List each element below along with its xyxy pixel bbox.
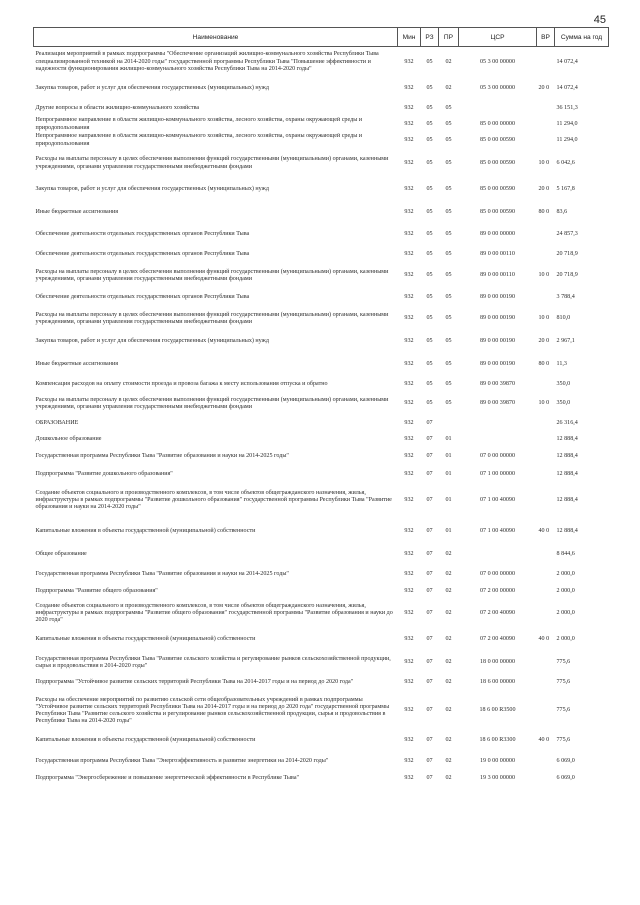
table-cell-name: Расходы на выплаты персоналу в целях обеспечения выполнения функций государственными (муниципальными) органами, казенными учреждениями, органами управления государственными внебюджетными фондами — [35, 396, 389, 410]
table-row — [34, 483, 609, 519]
table-cell-name: Обеспечение деятельности отдельных государственных органов Республики Тыва — [35, 293, 250, 300]
table-cell-sum: 350,0 — [556, 400, 571, 407]
header-pr: ПР — [439, 28, 459, 47]
table-cell-name: Иные бюджетные ассигнования — [35, 209, 119, 216]
table-row — [34, 545, 609, 566]
header-vr: ВР — [537, 28, 555, 47]
table-cell-csr: 18 0 00 00000 — [479, 659, 516, 666]
table-cell-vr — [537, 601, 555, 627]
table-cell-csr: 07 2 00 40090 — [479, 635, 516, 642]
table-cell-rz: 05 — [426, 136, 433, 143]
table-cell-csr: 89 0 00 00110 — [480, 272, 515, 279]
table-row — [34, 584, 609, 601]
table-cell-vr — [537, 448, 555, 467]
table-cell-pr: 02 — [445, 774, 452, 781]
table-row — [34, 179, 609, 202]
table-cell-csr: 07 1 00 40090 — [479, 496, 516, 503]
table-cell-sum: 775,6 — [556, 736, 571, 743]
table-row — [34, 601, 609, 627]
table-cell-csr — [459, 432, 537, 448]
table-cell-csr: 85 0 00 00590 — [479, 209, 516, 216]
table-cell-sum: 12 888,4 — [556, 453, 578, 460]
table-cell-min: 932 — [404, 588, 414, 595]
table-cell-pr: 05 — [445, 120, 452, 127]
table-cell-min: 932 — [404, 230, 414, 237]
table-row — [34, 467, 609, 483]
table-cell-pr: 05 — [445, 315, 452, 322]
table-cell-min: 932 — [404, 159, 414, 166]
table-cell-vr — [537, 545, 555, 566]
table-cell-vr — [537, 752, 555, 772]
table-cell-pr: 02 — [445, 609, 452, 616]
table-cell-min: 932 — [404, 679, 414, 686]
table-cell-min: 932 — [404, 361, 414, 368]
table-cell-vr — [537, 416, 555, 432]
table-cell-min: 932 — [404, 435, 414, 442]
table-cell-csr: 07 1 00 00000 — [479, 470, 516, 477]
table-cell-csr: 05 3 00 00000 — [479, 85, 516, 92]
table-cell-rz: 07 — [426, 453, 433, 460]
table-cell-vr: 20 0 — [538, 338, 550, 345]
table-cell-rz: 07 — [426, 707, 433, 714]
table-cell-csr: 89 0 00 39870 — [479, 400, 516, 407]
table-row — [34, 730, 609, 752]
table-row — [34, 308, 609, 331]
table-cell-sum: 83,6 — [556, 209, 568, 216]
table-row — [34, 245, 609, 265]
table-row — [34, 693, 609, 730]
table-cell-vr: 40 0 — [538, 527, 550, 534]
table-cell-csr: 89 0 00 00110 — [480, 250, 515, 257]
table-cell-sum: 14 072,4 — [556, 58, 578, 65]
page-number: 45 — [593, 14, 606, 26]
table-cell-vr: 80 0 — [538, 361, 550, 368]
table-cell-vr — [537, 133, 555, 149]
table-cell-vr: 10 0 — [538, 159, 550, 166]
table-cell-rz: 07 — [426, 551, 433, 558]
table-cell-name: Компенсация расходов на оплату стоимости проезда и провоза багажа к месту использования отпуска и обратно — [35, 380, 328, 387]
table-cell-rz: 05 — [426, 104, 433, 111]
table-cell-min: 932 — [404, 136, 414, 143]
table-cell-pr: 05 — [445, 104, 452, 111]
table-cell-sum: 26 316,4 — [556, 419, 578, 426]
table-row — [34, 47, 609, 78]
table-cell-rz: 05 — [426, 120, 433, 127]
table-cell-vr — [537, 772, 555, 786]
table-row — [34, 519, 609, 545]
table-cell-pr: 01 — [445, 453, 452, 460]
table-cell-pr: 02 — [445, 570, 452, 577]
table-cell-vr — [537, 288, 555, 308]
table-cell-csr: 05 3 00 00000 — [479, 58, 516, 65]
table-cell-rz: 05 — [426, 338, 433, 345]
table-cell-sum: 11 294,0 — [556, 120, 578, 127]
table-row — [34, 674, 609, 693]
table-cell-pr: 02 — [445, 679, 452, 686]
table-cell-pr: 01 — [445, 470, 452, 477]
table-cell-pr: 02 — [445, 635, 452, 642]
table-cell-name: Обеспечение деятельности отдельных государственных органов Республики Тыва — [35, 250, 250, 257]
table-row — [34, 377, 609, 393]
table-cell-vr: 20 0 — [538, 186, 550, 193]
table-cell-pr: 05 — [445, 159, 452, 166]
table-cell-sum: 8 844,6 — [556, 551, 575, 558]
table-cell-sum: 6 069,0 — [556, 757, 575, 764]
table-cell-min: 932 — [404, 470, 414, 477]
table-row — [34, 288, 609, 308]
table-cell-name: Реализация мероприятий в рамках подпрограммы "Обеспечение организаций жилищно-коммунального хозяйства Республики Тыва специализированной техникой на 2014-2020 годы" государственной программы Республики Тыва "Повышение эффективности и надежности функционирования жилищно-коммунального хозяйства Республики Тыва на 2014-2020 годы" — [35, 51, 379, 72]
table-cell-csr — [459, 545, 537, 566]
table-cell-pr: 01 — [445, 496, 452, 503]
table-cell-name: ОБРАЗОВАНИЕ — [35, 419, 79, 426]
table-row — [34, 752, 609, 772]
table-cell-min: 932 — [404, 496, 414, 503]
table-cell-sum: 2 000,0 — [556, 588, 575, 595]
table-row — [34, 117, 609, 133]
table-row — [34, 653, 609, 674]
table-cell-sum: 3 788,4 — [556, 293, 575, 300]
table-cell-sum: 2 967,1 — [556, 338, 575, 345]
table-cell-sum: 810,0 — [556, 315, 571, 322]
table-cell-name: Иные бюджетные ассигнования — [35, 361, 119, 368]
table-cell-rz: 07 — [426, 635, 433, 642]
table-cell-rz: 07 — [426, 419, 433, 426]
header-csr: ЦСР — [459, 28, 537, 47]
table-cell-csr: 07 1 00 40090 — [479, 527, 516, 534]
table-cell-vr — [537, 584, 555, 601]
table-cell-csr: 89 0 00 39870 — [479, 380, 516, 387]
table-cell-vr — [537, 467, 555, 483]
table-cell-name: Государственная программа Республики Тыва "Энергоэффективность и развитие энергетики на 2014-2020 годы" — [35, 757, 329, 764]
table-cell-csr — [459, 101, 537, 117]
table-cell-csr: 07 0 00 00000 — [479, 453, 516, 460]
table-cell-min: 932 — [404, 400, 414, 407]
table-cell-rz: 05 — [426, 159, 433, 166]
table-cell-csr: 89 0 00 00190 — [479, 361, 516, 368]
table-cell-csr: 07 2 00 00000 — [479, 588, 516, 595]
table-cell-rz: 07 — [426, 435, 433, 442]
table-cell-pr: 01 — [445, 435, 452, 442]
table-cell-min: 932 — [404, 250, 414, 257]
table-header-row — [34, 28, 609, 47]
table-cell-name: Обеспечение деятельности отдельных государственных органов Республики Тыва — [35, 230, 250, 237]
table-cell-csr: 89 0 00 00000 — [479, 230, 516, 237]
table-cell-vr: 10 0 — [538, 400, 550, 407]
table-cell-name: Подпрограмма "Устойчивое развитие сельских территорий Республики Тыва на 2014-2017 годы и на период до 2020 года" — [35, 679, 354, 686]
table-cell-name: Капитальные вложения в объекты государственной (муниципальной) собственности — [35, 527, 256, 534]
table-cell-rz: 05 — [426, 250, 433, 257]
table-row — [34, 416, 609, 432]
table-row — [34, 101, 609, 117]
table-cell-min: 932 — [404, 551, 414, 558]
table-cell-min: 932 — [404, 293, 414, 300]
table-cell-pr: 05 — [445, 136, 452, 143]
table-cell-name: Другие вопросы в области жилищно-коммунального хозяйства — [35, 104, 200, 111]
table-cell-csr: 85 0 00 00590 — [479, 136, 516, 143]
table-cell-name: Государственная программа Республики Тыва "Развитие образования и науки на 2014-2025 годы" — [35, 453, 289, 460]
table-cell-min: 932 — [404, 272, 414, 279]
table-cell-pr: 05 — [445, 186, 452, 193]
table-cell-csr: 19 0 00 00000 — [479, 757, 516, 764]
table-cell-sum: 5 167,8 — [556, 186, 575, 193]
table-cell-rz: 07 — [426, 679, 433, 686]
table-cell-sum: 12 888,4 — [556, 470, 578, 477]
table-cell-sum: 20 718,9 — [556, 250, 578, 257]
table-cell-csr: 07 2 00 40090 — [479, 609, 516, 616]
table-row — [34, 78, 609, 101]
table-cell-csr: 07 0 00 00000 — [479, 570, 516, 577]
table-cell-csr: 85 0 00 00590 — [479, 186, 516, 193]
table-cell-vr — [537, 566, 555, 584]
table-row — [34, 149, 609, 179]
table-cell-name: Общее образование — [35, 551, 87, 558]
table-cell-rz: 07 — [426, 588, 433, 595]
table-cell-min: 932 — [404, 104, 414, 111]
table-cell-csr: 18 6 00 R3500 — [479, 707, 516, 714]
table-cell-name: Капитальные вложения в объекты государственной (муниципальной) собственности — [35, 635, 256, 642]
header-rz: РЗ — [421, 28, 439, 47]
table-cell-vr — [537, 483, 555, 519]
table-cell-name: Создание объектов социального и производственного комплексов, в том числе объектов общегражданского назначения, жилья, инфраструктуры в рамках подпрограммы "Развитие дошкольного образования" государственной программы Республики Тыва "Развитие образования и науки на 2014-2020 годы" — [35, 489, 392, 511]
table-cell-rz: 07 — [426, 757, 433, 764]
table-cell-name: Закупка товаров, работ и услуг для обеспечения государственных (муниципальных) нужд — [35, 338, 269, 345]
table-row — [34, 393, 609, 416]
budget-table — [33, 27, 609, 786]
table-cell-sum: 12 888,4 — [556, 527, 578, 534]
table-cell-name: Расходы на выплаты персоналу в целях обеспечения выполнения функций государственными (муниципальными) органами, казенными учреждениями, органами управления государственными внебюджетными фондами — [35, 311, 389, 325]
table-cell-name: Государственная программа Республики Тыва "Развитие образования и науки на 2014-2025 годы" — [35, 570, 289, 577]
table-cell-vr — [537, 432, 555, 448]
table-cell-min: 932 — [404, 120, 414, 127]
table-cell-sum: 6 042,6 — [556, 159, 575, 166]
table-row — [34, 133, 609, 149]
table-cell-vr — [537, 693, 555, 730]
table-cell-name: Подпрограмма "Энергосбережение и повышение энергетической эффективности в Республике Тыва" — [35, 774, 300, 781]
table-cell-csr: 19 3 00 00000 — [479, 774, 516, 781]
table-cell-rz: 05 — [426, 186, 433, 193]
table-cell-rz: 05 — [426, 85, 433, 92]
table-cell-sum: 2 000,0 — [556, 570, 575, 577]
table-cell-rz: 05 — [426, 400, 433, 407]
table-cell-sum: 11 294,0 — [556, 136, 578, 143]
table-row — [34, 202, 609, 225]
table-cell-csr: 18 6 00 00000 — [479, 679, 516, 686]
table-cell-pr: 02 — [445, 588, 452, 595]
table-cell-min: 932 — [404, 609, 414, 616]
table-cell-pr: 05 — [445, 293, 452, 300]
table-cell-name: Создание объектов социального и производственного комплексов, в том числе объектов общегражданского назначения, жилья, инфраструктуры в рамках подпрограммы "Развитие общего образования" государственной программы "Развитие образования и науки до 2020 года" — [35, 602, 393, 624]
table-cell-pr: 01 — [445, 527, 452, 534]
header-sum: Сумма на год — [555, 28, 609, 47]
table-cell-min: 932 — [404, 58, 414, 65]
table-cell-rz: 05 — [426, 293, 433, 300]
table-cell-pr: 05 — [445, 230, 452, 237]
table-cell-min: 932 — [404, 315, 414, 322]
table-cell-vr — [537, 101, 555, 117]
table-cell-vr — [537, 377, 555, 393]
table-cell-min: 932 — [404, 419, 414, 426]
table-cell-sum: 36 151,3 — [556, 104, 578, 111]
table-cell-sum: 14 072,4 — [556, 85, 578, 92]
table-body — [34, 47, 609, 786]
table-row — [34, 772, 609, 786]
table-row — [34, 265, 609, 288]
table-row — [34, 354, 609, 377]
table-cell-rz: 05 — [426, 230, 433, 237]
table-cell-pr: 02 — [445, 707, 452, 714]
table-cell-sum: 6 069,0 — [556, 774, 575, 781]
table-cell-rz: 05 — [426, 272, 433, 279]
table-cell-pr: 05 — [445, 361, 452, 368]
table-cell-csr: 89 0 00 00190 — [479, 293, 516, 300]
table-cell-min: 932 — [404, 635, 414, 642]
table-cell-pr: 02 — [445, 58, 452, 65]
table-cell-min: 932 — [404, 209, 414, 216]
table-cell-rz: 07 — [426, 570, 433, 577]
table-cell-rz: 07 — [426, 527, 433, 534]
table-cell-vr — [537, 653, 555, 674]
table-cell-vr — [537, 117, 555, 133]
table-cell-name: Закупка товаров, работ и услуг для обеспечения государственных (муниципальных) нужд — [35, 85, 269, 92]
table-cell-min: 932 — [404, 186, 414, 193]
table-cell-pr: 02 — [445, 659, 452, 666]
table-cell-pr: 05 — [445, 400, 452, 407]
table-cell-min: 932 — [404, 707, 414, 714]
table-cell-csr: 18 6 00 R3300 — [479, 736, 516, 743]
table-cell-sum: 20 718,9 — [556, 272, 578, 279]
table-cell-csr — [459, 416, 537, 432]
table-cell-name: Дошкольное образование — [35, 435, 102, 442]
table-cell-vr: 40 0 — [538, 635, 550, 642]
table-cell-pr: 05 — [445, 380, 452, 387]
table-cell-sum: 775,6 — [556, 659, 571, 666]
table-cell-min: 932 — [404, 380, 414, 387]
table-cell-pr: 02 — [445, 85, 452, 92]
table-cell-csr: 89 0 00 00190 — [479, 315, 516, 322]
table-cell-csr: 89 0 00 00190 — [479, 338, 516, 345]
table-cell-vr — [537, 245, 555, 265]
table-cell-vr: 40 0 — [538, 736, 550, 743]
table-cell-min: 932 — [404, 85, 414, 92]
table-cell-sum: 24 857,3 — [556, 230, 578, 237]
table-cell-min: 932 — [404, 774, 414, 781]
table-cell-pr: 02 — [445, 757, 452, 764]
table-cell-pr: 05 — [445, 209, 452, 216]
table-cell-name: Расходы на обеспечение мероприятий по развитию сельской сети общеобразовательных учреждений в рамках подпрограммы "Устойчивое развитие сельских территорий Республики Тыва на 2014-2017 годы и на период до 2020 года" государственной программы Республики Тыва "Развитие сельского хозяйства и регулирование рынков сельскохозяйственной продукции, сырья и продовольствия в Республике Тыва на 2014-2020 годы" — [35, 696, 390, 725]
table-cell-pr: 02 — [445, 551, 452, 558]
table-row — [34, 448, 609, 467]
table-cell-pr: 05 — [445, 272, 452, 279]
table-cell-rz: 05 — [426, 58, 433, 65]
table-cell-vr — [537, 674, 555, 693]
table-row — [34, 627, 609, 653]
table-cell-rz: 07 — [426, 609, 433, 616]
table-cell-sum: 350,0 — [556, 380, 571, 387]
table-cell-csr: 85 0 00 00000 — [479, 120, 516, 127]
table-row — [34, 566, 609, 584]
table-cell-rz: 07 — [426, 470, 433, 477]
table-cell-min: 932 — [404, 570, 414, 577]
table-cell-name: Государственная программа Республики Тыва "Развитие сельского хозяйства и регулирование рынков сельскохозяйственной продукции, сырья и продовольствия в 2014-2020 годы" — [35, 655, 391, 669]
table-cell-name: Подпрограмма "Развитие общего образования" — [35, 588, 158, 595]
table-cell-name: Непрограммное направление в области жилищно-коммунального хозяйства, лесного хозяйства, охраны окружающей среды и природопользования — [35, 117, 363, 131]
table-cell-rz: 07 — [426, 774, 433, 781]
table-cell-rz: 05 — [426, 380, 433, 387]
table-cell-rz: 05 — [426, 209, 433, 216]
table-cell-sum: 775,6 — [556, 707, 571, 714]
table-cell-vr: 10 0 — [538, 272, 550, 279]
table-cell-min: 932 — [404, 453, 414, 460]
table-cell-min: 932 — [404, 736, 414, 743]
table-cell-rz: 07 — [426, 659, 433, 666]
table-cell-sum: 12 888,4 — [556, 496, 578, 503]
table-cell-name: Непрограммное направление в области жилищно-коммунального хозяйства, лесного хозяйства, охраны окружающей среды и природопользования — [35, 133, 363, 147]
table-cell-rz: 05 — [426, 315, 433, 322]
header-min: Мин — [398, 28, 421, 47]
table-cell-rz: 07 — [426, 496, 433, 503]
table-cell-name: Закупка товаров, работ и услуг для обеспечения государственных (муниципальных) нужд — [35, 186, 269, 193]
table-cell-vr — [537, 225, 555, 245]
table-cell-vr — [537, 47, 555, 78]
table-cell-min: 932 — [404, 757, 414, 764]
table-cell-csr: 85 0 00 00590 — [479, 159, 516, 166]
table-cell-sum: 775,6 — [556, 679, 571, 686]
table-row — [34, 225, 609, 245]
table-cell-vr: 10 0 — [538, 315, 550, 322]
table-cell-min: 932 — [404, 659, 414, 666]
table-cell-min: 932 — [404, 338, 414, 345]
table-cell-vr: 80 0 — [538, 209, 550, 216]
table-cell-sum: 2 000,0 — [556, 609, 575, 616]
table-cell-name: Расходы на выплаты персоналу в целях обеспечения выполнения функций государственными (муниципальными) органами, казенными учреждениями, органами управления государственными внебюджетными фондами — [35, 156, 389, 170]
table-cell-pr: 05 — [445, 250, 452, 257]
table-cell-name: Капитальные вложения в объекты государственной (муниципальной) собственности — [35, 736, 256, 743]
table-cell-sum: 2 000,0 — [556, 635, 575, 642]
table-row — [34, 432, 609, 448]
table-cell-rz: 05 — [426, 361, 433, 368]
table-cell-sum: 11,3 — [556, 361, 567, 368]
table-cell-pr: 05 — [445, 338, 452, 345]
table-row — [34, 331, 609, 354]
table-cell-rz: 07 — [426, 736, 433, 743]
table-cell-min: 932 — [404, 527, 414, 534]
table-cell-name: Подпрограмма "Развитие дошкольного образования" — [35, 470, 173, 477]
table-cell-sum: 12 888,4 — [556, 435, 578, 442]
table-cell-pr: 02 — [445, 736, 452, 743]
table-cell-pr — [439, 416, 459, 432]
header-name: Наименование — [34, 28, 398, 47]
table-cell-vr: 20 0 — [538, 85, 550, 92]
table-cell-name: Расходы на выплаты персоналу в целях обеспечения выполнения функций государственными (муниципальными) органами, казенными учреждениями, органами управления государственными внебюджетными фондами — [35, 268, 389, 282]
